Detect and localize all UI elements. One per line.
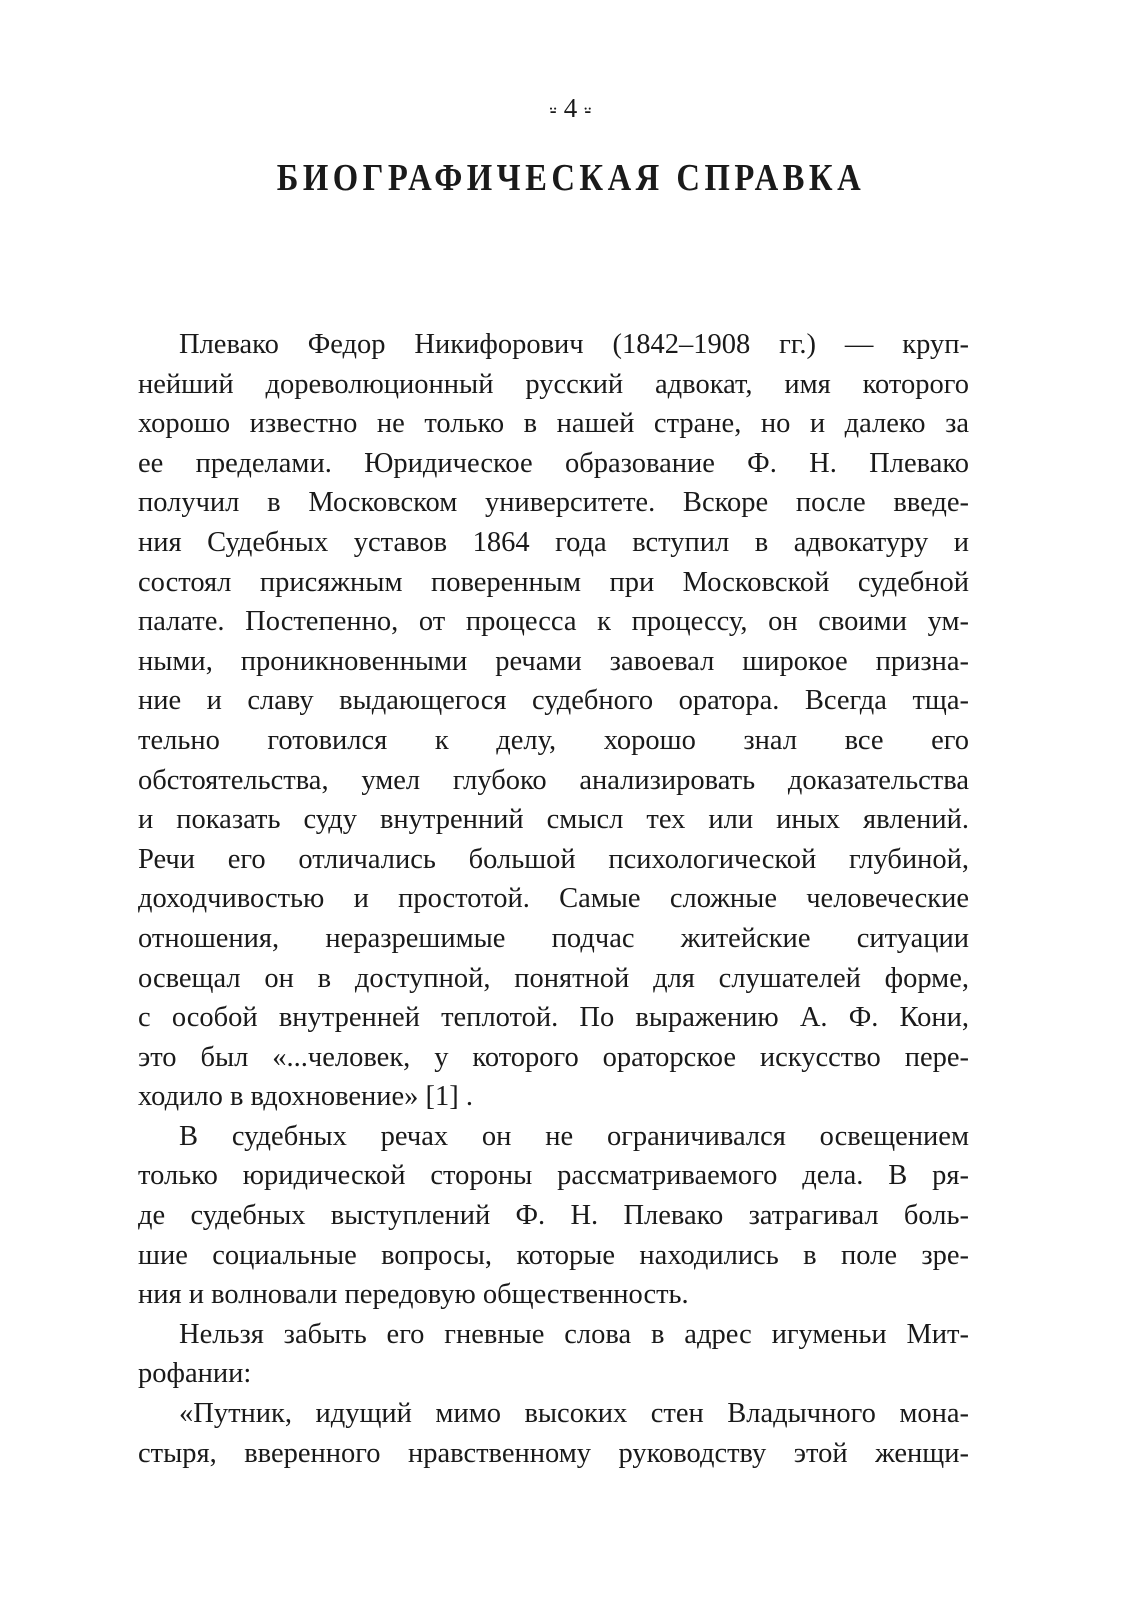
text-line: рофании: bbox=[138, 1358, 252, 1390]
body-text bbox=[138, 325, 969, 1473]
text-line: ходило в вдохновение» [1] . bbox=[138, 1081, 474, 1113]
text-line: стыря, вверенного нравственному руководству этой женщи- bbox=[138, 1437, 969, 1469]
text-line: хорошо известно не только в нашей стране, но и далеко за bbox=[138, 408, 969, 440]
text-line: ными, проникновенными речами завоевал широкое призна- bbox=[138, 645, 969, 677]
text-line: доходчивостью и простотой. Самые сложные человеческие bbox=[138, 883, 969, 915]
ornament-left-icon: ⸚ bbox=[549, 97, 558, 123]
text-line: Нельзя забыть его гневные слова в адрес игуменьи Мит- bbox=[179, 1318, 969, 1350]
text-line: это был «...человек, у которого ораторское искусство пере- bbox=[138, 1041, 969, 1073]
page-number-header bbox=[0, 88, 1142, 131]
ornament-right-icon: ⸚ bbox=[584, 97, 593, 123]
text-line: «Путник, идущий мимо высоких стен Владычного мона- bbox=[179, 1398, 969, 1430]
paragraph bbox=[138, 1117, 969, 1315]
paragraph-quote bbox=[138, 1394, 969, 1473]
text-line: получил в Московском университете. Вскоре после введе- bbox=[138, 487, 969, 519]
text-line: шие социальные вопросы, которые находились в поле зре- bbox=[138, 1239, 969, 1271]
chapter-title: БИОГРАФИЧЕСКАЯ СПРАВКА bbox=[276, 157, 866, 199]
text-line: В судебных речах он не ограничивался освещением bbox=[179, 1120, 969, 1152]
text-line: и показать суду внутренний смысл тех или иных явлений. bbox=[138, 804, 969, 836]
text-line: нейший дореволюционный русский адвокат, имя которого bbox=[138, 368, 969, 400]
text-line: Плевако Федор Никифорович (1842–1908 гг.) — круп- bbox=[179, 329, 969, 360]
text-line: ния и волновали передовую общественность. bbox=[138, 1279, 689, 1311]
text-line: обстоятельства, умел глубоко анализировать доказательства bbox=[138, 764, 969, 796]
text-line: тельно готовился к делу, хорошо знал все его bbox=[138, 724, 969, 756]
text-line: палате. Постепенно, от процесса к процессу, он своими ум- bbox=[138, 606, 969, 638]
text-line: с особой внутренней теплотой. По выражению А. Ф. Кони, bbox=[138, 1002, 969, 1034]
paragraph bbox=[138, 325, 969, 1117]
text-line: ее пределами. Юридическое образование Ф. Н. Плевако bbox=[138, 447, 969, 479]
text-line: Речи его отличались большой психологической глубиной, bbox=[138, 843, 969, 875]
text-line: только юридической стороны рассматриваемого дела. В ря- bbox=[138, 1160, 969, 1192]
text-line: отношения, неразрешимые подчас житейские ситуации bbox=[138, 922, 969, 954]
text-line: ние и славу выдающегося судебного оратора. Всегда тща- bbox=[138, 685, 969, 717]
paragraph bbox=[138, 1315, 969, 1394]
text-line: ния Судебных уставов 1864 года вступил в адвокатуру и bbox=[138, 526, 969, 558]
text-line: де судебных выступлений Ф. Н. Плевако затрагивал боль- bbox=[138, 1200, 969, 1232]
page-number: 4 bbox=[563, 93, 579, 123]
text-line: освещал он в доступной, понятной для слушателей форме, bbox=[138, 962, 969, 994]
text-line: состоял присяжным поверенным при Московской судебной bbox=[138, 566, 969, 598]
